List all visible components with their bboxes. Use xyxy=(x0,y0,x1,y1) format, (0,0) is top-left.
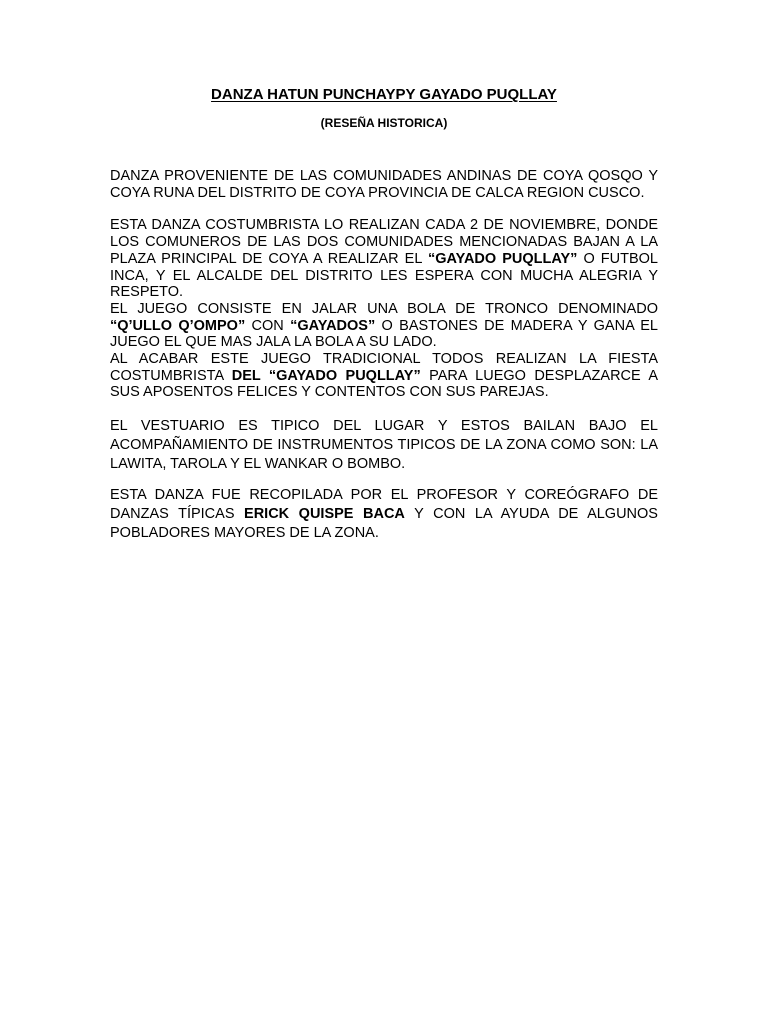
bold-author-name: ERICK QUISPE BACA xyxy=(244,506,405,523)
paragraph-credits-text-end: Y CON LA AYUDA DE ALGUNOS POBLADORES MAYORES DE LA ZONA. xyxy=(110,506,658,542)
paragraph-date-text: ESTA DANZA COSTUMBRISTA LO REALIZAN CADA 2 DE NOVIEMBRE, DONDE LOS COMUNEROS DE LAS DOS COMUNIDADES MENCIONADAS BAJAN A LA PLAZA PRINCIPAL DE COYA A REALIZAR EL xyxy=(110,217,658,267)
bold-qullo-qompo: “Q’ULLO Q’OMPO” xyxy=(110,317,246,334)
paragraph-date-text-end: O FUTBOL INCA, Y EL ALCALDE DEL DISTRITO LES ESPERA CON MUCHA ALEGRIA Y RESPETO. xyxy=(110,250,658,301)
paragraph-vestuario: EL VESTUARIO ES TIPICO DEL LUGAR Y ESTOS BAILAN BAJO EL ACOMPAÑAMIENTO DE INSTRUMENTOS TIPICOS DE LA ZONA COMO SON: LA LAWITA, TAROLA Y EL WANKAR O BOMBO. xyxy=(110,418,658,473)
paragraph-origin: DANZA PROVENIENTE DE LAS COMUNIDADES ANDINAS DE COYA QOSQO Y COYA RUNA DEL DISTRITO DE COYA PROVINCIA DE CALCA REGION CUSCO. xyxy=(110,168,658,201)
paragraph-fiesta xyxy=(110,351,658,401)
paragraph-game-text-mid: CON xyxy=(245,317,291,334)
document-body xyxy=(110,168,658,543)
paragraph-credits-text: ESTA DANZA FUE RECOPILADA POR EL PROFESOR Y COREÓGRAFO DE DANZAS TÍPICAS xyxy=(110,487,658,523)
bold-gayado-puqllay: “GAYADO PUQLLAY” xyxy=(427,250,578,267)
paragraph-game xyxy=(110,301,658,351)
document-subtitle: (RESEÑA HISTORICA) xyxy=(320,116,448,130)
paragraph-date xyxy=(110,217,658,301)
document-title: DANZA HATUN PUNCHAYPY GAYADO PUQLLAY xyxy=(211,86,557,103)
paragraph-fiesta-text: AL ACABAR ESTE JUEGO TRADICIONAL TODOS REALIZAN LA FIESTA COSTUMBRISTA xyxy=(110,351,658,384)
paragraph-game-text: EL JUEGO CONSISTE EN JALAR UNA BOLA DE TRONCO DENOMINADO xyxy=(110,300,658,317)
bold-gayados: “GAYADOS” xyxy=(290,317,376,334)
paragraph-credits xyxy=(110,486,658,543)
bold-del-gayado-puqllay: DEL “GAYADO PUQLLAY” xyxy=(231,367,421,384)
paragraph-fiesta-text-end: PARA LUEGO DESPLAZARCE A SUS APOSENTOS FELICES Y CONTENTOS CON SUS PAREJAS. xyxy=(110,367,658,401)
paragraph-game-text-end: O BASTONES DE MADERA Y GANA EL JUEGO EL QUE MAS JALA LA BOLA A SU LADO. xyxy=(110,317,658,351)
